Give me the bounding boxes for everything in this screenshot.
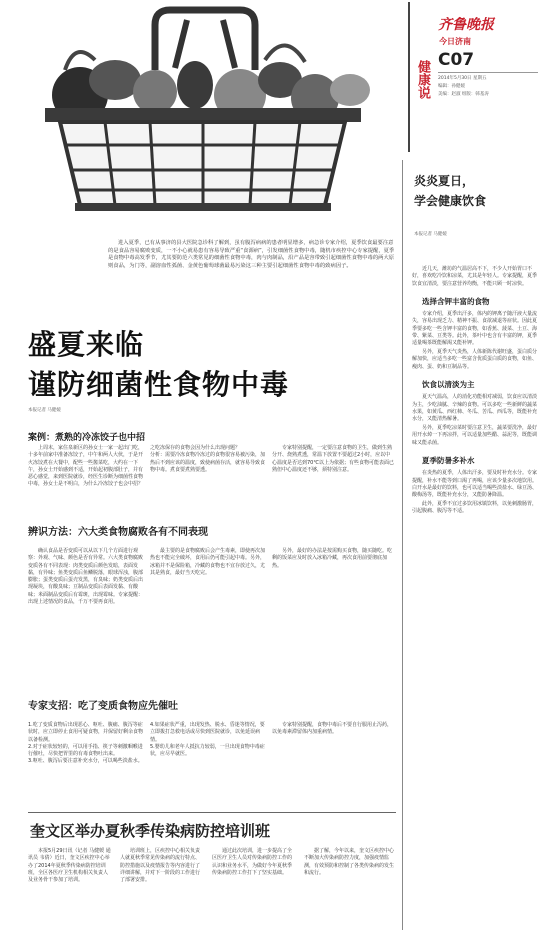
side-sub-2: 饮食以清淡为主	[422, 380, 475, 390]
main-byline: 本报记者 马健媛	[28, 408, 61, 413]
case-col-1: 上周末，家住泉新区的孙女士一家一起出门吃，十多年前家中准备冻饺子，中午和两人大伙，于是开火冻饺煮在大餐中，配些一些酱菜吃，大约在一下午，孙女士开始感到不适，开始起初腹部肚子，并有恶心感觉，来到医院就诊，经医生诊断为细菌性食物中毒，孙女士是不明白，为什么冷冻饺子也会中招？	[28, 445, 144, 488]
side-para-2: 另外，夏季天气炎热，人体新陈代谢旺盛，蛋白质分解加快，应适当多吃一些富含优质蛋白质的食物，如鱼、瘦肉、蛋、奶和豆制品等。	[412, 349, 538, 370]
side-byline: 本报记者 马健媛	[414, 232, 447, 237]
side-sub-1: 选择含钾丰富的食物	[422, 296, 490, 306]
sub2-col-2: 4.如果症状严重，出现发热、脱水、昏迷等情况，要立即拨打急救电话或尽快到医院就诊，以免延误病情。 5.婴幼儿和老年人抵抗力较弱，一旦出现食物中毒症状，应尽早就医。	[150, 722, 265, 758]
side-para-6: 此外，夏季不宜过多饮用冰镇饮料，以免刺激肠胃，引起腹痛、腹泻等不适。	[412, 500, 538, 515]
side-story	[402, 160, 545, 930]
design-line: 美编：赵淑 组版：韩基涛	[438, 92, 489, 97]
editor-line: 编辑：孙健媛	[438, 84, 465, 89]
side-para-3: 夏天气温高，人的消化功能相对减弱，饮食应以清淡为主，少吃油腻、辛辣的食物。可以多吃一些新鲜的蔬菜水果，如黄瓜、西红柿、冬瓜、苦瓜、西瓜等，既能补充水分，又能清热解暑。	[412, 394, 538, 423]
vegetable-basket-illustration	[5, 0, 401, 237]
side-para-1: 专家介绍，夏季出汗多，体内的钾离子随汗液大量流失，容易出现乏力、精神不振、食欲减退等症状。因此夏季要多吃一些含钾丰富的食物，如香蕉、菠菜、土豆、海带、紫菜、豆类等。此外，茶叶中也含有丰富的钾，夏季适量喝茶既能解渴又能补钾。	[412, 311, 538, 347]
side-title-2: 学会健康饮食	[414, 194, 487, 208]
headline-line-1: 盛夏来临	[28, 328, 145, 361]
case-col-3: 专家特别提醒，一定要注意食物的卫生，做到生熟分开、烧熟煮透，常温下放置不要超过2小时，应以中心温度是否达到70℃以上为依据；有些食物可能表面已熟但中心温度还不够，须特别注意。	[272, 445, 394, 473]
sub1-col-3: 另外，最好的办法是按需购买食物，随买随吃。吃剩的饭菜应及时放入冰箱冷藏，再次食用前要彻底加热。	[272, 548, 393, 569]
paper-name: 齐鲁晚报	[438, 17, 494, 33]
main-intro: 进入夏季，已有从事济的县大医院急诊科了解到，虽有腹泻病病的患者明显增多，病急诊专家介绍，夏季饮食最要注意的是食品容易腐败变质，一不小心就易患有容易导致严重“食源病”，引发细菌性食物中毒，随机市疾控中心专家提醒，夏季是食物中毒高发季节，尤其要防范六类常见的细菌性食物中毒，肉与肉制品，沿产品是容带致引起细菌性食物中毒的两大原则食品，为门等，副溶血性弧菌、金黄色葡萄球菌最易污染这三种主要引起细菌性食物中毒的致病因子。	[108, 240, 395, 269]
section-name: 今日济南	[439, 37, 471, 46]
headline-line-2: 谨防细菌性食物中毒	[28, 368, 290, 401]
sub2-col-1: 1.吃了变质食物后出现恶心、呕吐、腹痛、腹泻等症状时，应立即停止食用可疑食物，并保留好剩余食物以备检测。 2.对于症状较轻的，可以用手指、筷子等刺激咽喉进行催吐，尽快把胃里的有毒食物吐出来。 3.呕吐、腹泻后要注意补充水分，可以喝些淡盐水。	[28, 722, 144, 765]
district-col-4: 据了解，今年以来，奎文区疾控中心不断加大传染病防控力度，加强疫情监测，有效预防和控制了各类传染病的发生和流行。	[304, 848, 395, 876]
side-title-1: 炎炎夏日，	[414, 174, 475, 188]
sub1-col-1: 确认食品是否变质可以从以下几个方面进行观察：外观、气味、颜色是否有异常。六大类食物腐败变质各有不同表现：肉类变质后颜色发暗，表面发黏，有异味；鱼类变质后鱼鳞脱落，眼球浑浊，腹部膨胀；蛋类变质后蛋壳发黑，有臭味；奶类变质后出现凝块，有酸臭味；豆制品变质后表面发黏、有酸味；米面制品变质后有霉斑，出现霉味。专家提醒：出现上述情况的食品，千万不要再食用。	[28, 548, 144, 606]
masthead	[408, 0, 550, 160]
case-col-2: 之吃冻保存的食物会因为什么出现问题？ 分析：需要冷冻食物冷冻过的食物很容易被污染，加热后不到应该的温度，致使病菌存活，就容易导致食物中毒。煮食要煮熟要透。	[150, 445, 266, 473]
case-title: 案例：煮熟的冷冻饺子也中招	[28, 433, 146, 443]
sub2-title: 专家支招：吃了变质食物应先催吐	[28, 701, 178, 712]
column-tag: 健康说	[415, 60, 430, 99]
sub2-col-3: 专家特别提醒，食物中毒后不要自行服用止泻药，以免毒素滞留体内加重病情。	[272, 722, 393, 736]
side-sub-3: 夏季防暑多补水	[422, 455, 475, 465]
page-number: C07	[438, 50, 475, 70]
district-col-2: 培训班上，区疾控中心相关负责人就夏秋季常见传染病的流行特点、防控措施以及疫情报告等内容进行了详细讲解，并对下一阶段的工作进行了部署安排。	[120, 848, 201, 884]
date-line: 2014年5月30日 星期五	[438, 76, 487, 81]
district-title: 奎文区举办夏秋季传染病防控培训班	[30, 822, 271, 840]
side-para-5: 在炎热的夏季，人体出汗多，要及时补充水分。专家提醒，补水不能等到口渴了再喝，应该少量多次地饮用。白开水是最好的饮料，也可以适当喝些淡盐水、绿豆汤、酸梅汤等，既能补充水分，又能防暑降温。	[412, 470, 538, 499]
sub1-col-2: 最主要的是食物腐败后会产生毒素，即使再次加热也不能完全破坏，食用后仍可能引起中毒。另外，冰箱并不是保险箱，冷藏的食物也不宜存放过久，尤其是熟食，最好当天吃完。	[150, 548, 266, 576]
district-col-1: 本报5月29日讯（记者 马健媛 通讯员 韦倩）近日，奎文区疾控中心举办了2014年夏秋季传染病防控培训班，全区各医疗卫生机构相关负责人及业务骨干参加了培训。	[28, 848, 111, 884]
side-intro: 近几天，潍坊的气温居高不下，不少人开始胃口不好，喜欢吃冷饮和凉菜，尤其是年轻人。专家提醒，夏季饮食宜清淡，要注意营养均衡，不能只顾一时凉快。	[412, 266, 538, 287]
sub1-title: 辨识方法：六大类食物腐败各有不同表现	[28, 527, 208, 538]
district-col-3: 通过此次培训，进一步提高了全区医疗卫生人员对传染病防控工作的认识和业务水平，为做好今年夏秋季传染病防控工作打下了坚实基础。	[212, 848, 293, 876]
side-para-4: 另外，夏季吃凉菜时要注意卫生，蔬菜要洗净，最好用开水焯一下再凉拌，可以适量加些醋、蒜泥等，既能调味又能杀菌。	[412, 425, 538, 446]
